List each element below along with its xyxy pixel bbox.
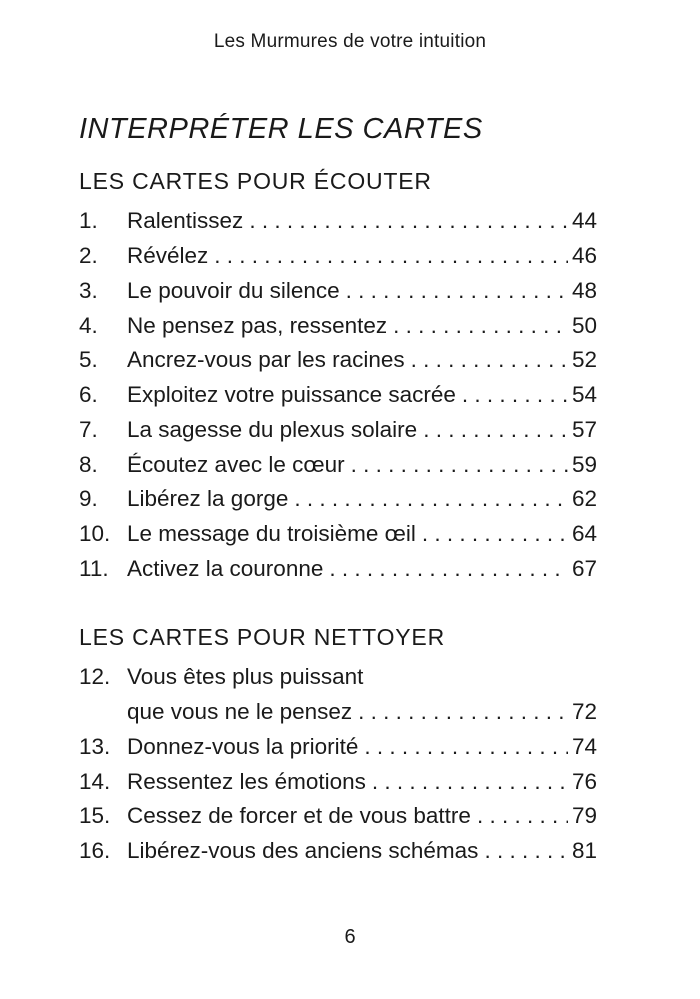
- entry-number: 1.: [79, 208, 98, 233]
- entry-title: Exploitez votre puissance sacrée: [127, 382, 456, 407]
- entry-page: 76: [571, 769, 597, 794]
- entry-page: 44: [571, 208, 597, 233]
- entry-title: Le pouvoir du silence: [127, 278, 340, 303]
- entry-number: 11.: [79, 556, 109, 581]
- entry-title: Cessez de forcer et de vous battre: [127, 803, 471, 828]
- entry-title: Ressentez les émotions: [127, 769, 366, 794]
- dot-leader: [340, 274, 568, 308]
- entry-page: 54: [571, 382, 597, 407]
- entry-title: Ne pensez pas, ressentez: [127, 313, 388, 338]
- entry-number: 3.: [79, 278, 98, 303]
- entry-title-continued: que vous ne le pensez: [127, 699, 353, 724]
- dot-leader: [405, 343, 568, 377]
- entry-number: 4.: [79, 313, 98, 338]
- dot-leader: [208, 239, 568, 273]
- dot-leader: [471, 799, 568, 833]
- entry-title: Révélez: [127, 243, 209, 268]
- toc-entry[interactable]: [79, 413, 597, 447]
- entry-title: Libérez-vous des anciens schémas: [127, 838, 479, 863]
- entry-number: 12.: [79, 664, 111, 689]
- entry-page: 64: [571, 521, 597, 546]
- toc-entry[interactable]: [79, 482, 597, 516]
- toc-entry[interactable]: [79, 517, 597, 551]
- entry-page: 67: [571, 556, 597, 581]
- entry-number: 15.: [79, 803, 111, 828]
- toc-entry[interactable]: [79, 765, 597, 799]
- entry-page: 81: [571, 838, 597, 863]
- page-number: 6: [344, 926, 356, 948]
- toc-entry-first-line[interactable]: [79, 660, 597, 694]
- entry-number: 2.: [79, 243, 98, 268]
- entry-page: 48: [571, 278, 597, 303]
- dot-leader: [323, 552, 568, 586]
- toc-entry[interactable]: [79, 378, 597, 412]
- dot-leader: [345, 448, 568, 482]
- dot-leader: [478, 834, 568, 868]
- entry-title: Activez la couronne: [127, 556, 324, 581]
- dot-leader: [387, 309, 568, 343]
- entry-title: Le message du troisième œil: [127, 521, 416, 546]
- dot-leader: [416, 517, 568, 551]
- entry-number: 9.: [79, 486, 98, 511]
- dot-leader: [417, 413, 568, 447]
- entry-page: 57: [571, 417, 597, 442]
- toc-entry[interactable]: [79, 204, 597, 238]
- entry-title: Vous êtes plus puissant: [127, 664, 364, 689]
- dot-leader: [352, 695, 568, 729]
- running-header: Les Murmures de votre intuition: [213, 31, 487, 52]
- entry-number: 5.: [79, 347, 98, 372]
- toc-entry[interactable]: [79, 799, 597, 833]
- entry-page: 79: [571, 803, 597, 828]
- entry-number: 13.: [79, 734, 111, 759]
- entry-title: Libérez la gorge: [127, 486, 289, 511]
- entry-page: 50: [571, 313, 597, 338]
- entry-title: Donnez-vous la priorité: [127, 734, 359, 759]
- entry-number: 10.: [79, 521, 111, 546]
- group-heading-nettoyer: LES CARTES POUR NETTOYER: [79, 624, 445, 650]
- entry-number: 7.: [79, 417, 98, 442]
- section-title: INTERPRÉTER LES CARTES: [79, 113, 483, 145]
- entry-page: 59: [571, 452, 597, 477]
- toc-entry-continuation[interactable]: [127, 695, 597, 729]
- toc-entry[interactable]: [79, 448, 597, 482]
- toc-entry[interactable]: [79, 552, 597, 586]
- dot-leader: [366, 765, 568, 799]
- dot-leader: [288, 482, 568, 516]
- group-heading-ecouter: LES CARTES POUR ÉCOUTER: [79, 168, 432, 194]
- toc-entry[interactable]: [79, 309, 597, 343]
- entry-title: Ancrez-vous par les racines: [127, 347, 405, 372]
- dot-leader: [456, 378, 568, 412]
- toc-entry[interactable]: [79, 343, 597, 377]
- entry-page: 62: [571, 486, 597, 511]
- entry-number: 16.: [79, 838, 111, 863]
- toc-entry[interactable]: [79, 274, 597, 308]
- entry-number: 14.: [79, 769, 111, 794]
- entry-number: 8.: [79, 452, 98, 477]
- entry-title: La sagesse du plexus solaire: [127, 417, 418, 442]
- toc-entry[interactable]: [79, 730, 597, 764]
- dot-leader: [243, 204, 568, 238]
- entry-page: 52: [571, 347, 597, 372]
- entry-number: 6.: [79, 382, 98, 407]
- entry-page: 46: [571, 243, 597, 268]
- entry-page: 72: [571, 699, 597, 724]
- entry-page: 74: [571, 734, 597, 759]
- toc-entry[interactable]: [79, 834, 597, 868]
- entry-title: Écoutez avec le cœur: [127, 452, 345, 477]
- toc-entry[interactable]: [79, 239, 597, 273]
- entry-title: Ralentissez: [127, 208, 244, 233]
- dot-leader: [358, 730, 568, 764]
